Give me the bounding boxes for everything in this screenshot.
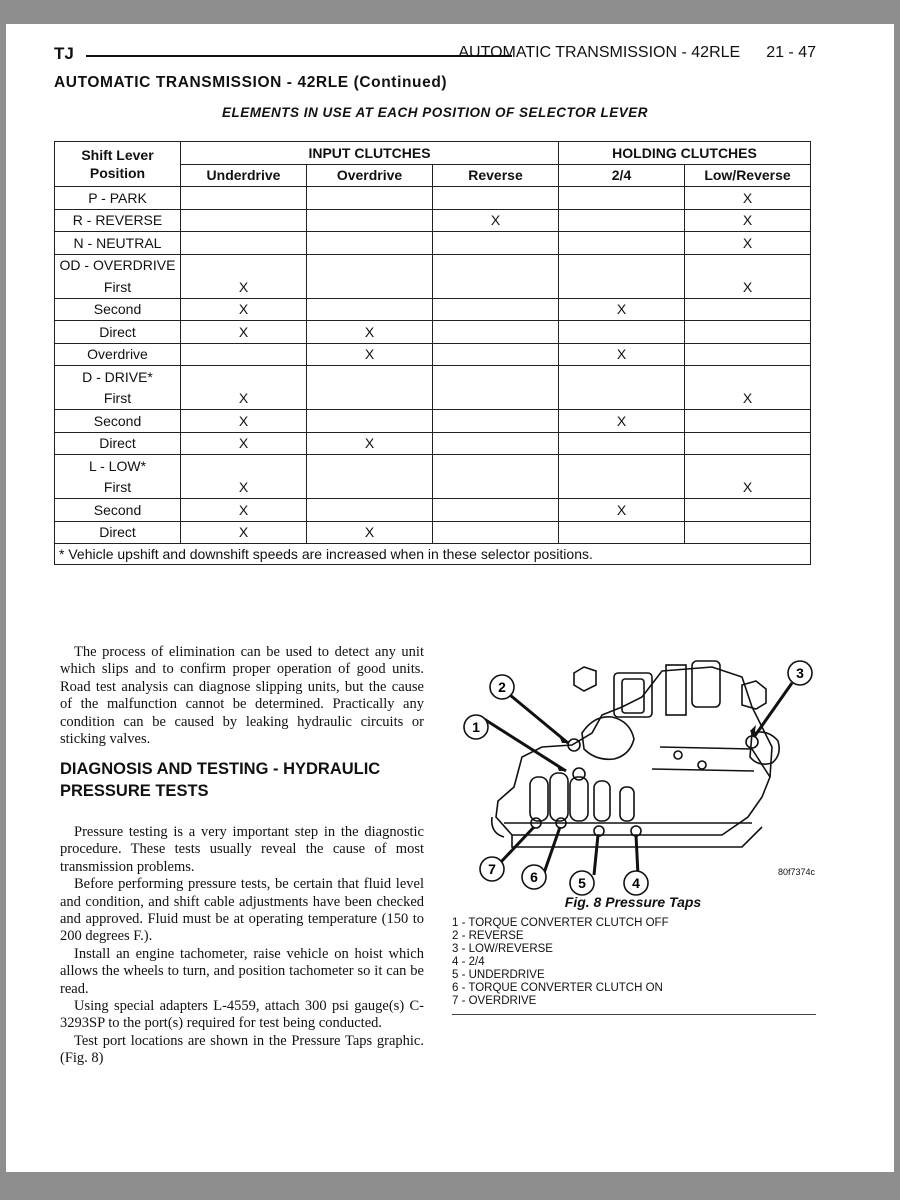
table-cell <box>181 455 307 477</box>
legend-item: 1 - TORQUE CONVERTER CLUTCH OFF <box>452 917 669 929</box>
table-row <box>55 187 811 210</box>
table-cell: X <box>685 209 811 232</box>
table-cell <box>181 366 307 388</box>
table-cell: X <box>307 321 433 344</box>
section-heading: DIAGNOSIS AND TESTING - HYDRAULIC PRESSURE TESTS <box>60 760 381 800</box>
table-row <box>55 232 811 255</box>
row-label: First <box>55 388 181 410</box>
table-row <box>55 209 811 232</box>
table-cell <box>433 432 559 455</box>
selector-lever-table <box>54 141 811 565</box>
table-cell <box>559 366 685 388</box>
col-header: Reverse <box>433 164 559 187</box>
table-cell <box>685 499 811 522</box>
table-cell <box>307 499 433 522</box>
svg-text:1: 1 <box>472 719 480 735</box>
row-label: OD - OVERDRIVE <box>55 254 181 276</box>
table-cell <box>433 343 559 366</box>
table-cell <box>559 254 685 276</box>
paragraph: Using special adapters L-4559, attach 300 psi gauge(s) C-3293SP to the port(s) required for test being conducted. <box>60 998 424 1032</box>
table-cell <box>685 254 811 276</box>
table-cell: X <box>181 276 307 298</box>
table-cell: X <box>307 343 433 366</box>
table-cell <box>433 321 559 344</box>
table-cell: X <box>685 276 811 298</box>
table-cell <box>685 366 811 388</box>
row-label: First <box>55 276 181 298</box>
legend-item: 5 - UNDERDRIVE <box>452 969 545 981</box>
row-label: N - NEUTRAL <box>55 232 181 255</box>
page-number: 21 - 47 <box>766 44 816 61</box>
table-cell <box>685 521 811 544</box>
legend-item: 2 - REVERSE <box>452 930 524 942</box>
table-cell <box>433 232 559 255</box>
table-cell <box>559 276 685 298</box>
table-footnote: * Vehicle upshift and downshift speeds are increased when in these selector positions. <box>55 544 811 565</box>
pressure-test-text <box>60 824 424 1068</box>
legend-item: 3 - LOW/REVERSE <box>452 943 553 955</box>
table-cell: X <box>181 432 307 455</box>
table-cell <box>433 298 559 321</box>
table-row <box>55 477 811 499</box>
table-cell <box>559 521 685 544</box>
svg-text:6: 6 <box>530 869 538 885</box>
table-cell <box>433 366 559 388</box>
table-cell <box>307 276 433 298</box>
figure-legend <box>452 917 816 1015</box>
table-cell <box>307 209 433 232</box>
table-cell: X <box>685 187 811 210</box>
callout-6 <box>522 865 546 889</box>
table-cell: X <box>685 232 811 255</box>
table-cell: X <box>181 321 307 344</box>
svg-text:7: 7 <box>488 861 496 877</box>
table-row <box>55 410 811 433</box>
svg-text:4: 4 <box>632 875 640 891</box>
table-row <box>55 499 811 522</box>
row-label: D - DRIVE* <box>55 366 181 388</box>
table-cell: X <box>181 410 307 433</box>
col-header: Low/Reverse <box>685 164 811 187</box>
header-left: TJ <box>54 44 74 63</box>
table-cell <box>433 276 559 298</box>
row-label: First <box>55 477 181 499</box>
row-label: L - LOW* <box>55 455 181 477</box>
table-cell <box>307 410 433 433</box>
col-header: Underdrive <box>181 164 307 187</box>
callout-3 <box>788 661 812 685</box>
table-cell <box>307 298 433 321</box>
callout-4 <box>624 871 648 895</box>
table-row <box>55 521 811 544</box>
table-row <box>55 432 811 455</box>
table-row <box>55 343 811 366</box>
col-header: Overdrive <box>307 164 433 187</box>
table-cell <box>685 343 811 366</box>
table-cell: X <box>181 298 307 321</box>
row-label: Direct <box>55 521 181 544</box>
table-cell <box>559 432 685 455</box>
row-label: Direct <box>55 321 181 344</box>
table-cell <box>433 254 559 276</box>
table-title: ELEMENTS IN USE AT EACH POSITION OF SELECTOR LEVER <box>221 105 649 120</box>
table-cell: X <box>559 343 685 366</box>
table-cell <box>307 366 433 388</box>
table-cell <box>559 187 685 210</box>
callout-5 <box>570 871 594 895</box>
table-cell: X <box>559 410 685 433</box>
table-cell <box>181 254 307 276</box>
svg-text:3: 3 <box>796 665 804 681</box>
row-label: P - PARK <box>55 187 181 210</box>
table-cell <box>307 477 433 499</box>
svg-text:2: 2 <box>498 679 506 695</box>
header-rule <box>86 55 512 57</box>
table-cell: X <box>433 209 559 232</box>
legend-item: 6 - TORQUE CONVERTER CLUTCH ON <box>452 982 663 994</box>
table-cell <box>307 254 433 276</box>
table-cell <box>559 321 685 344</box>
table-cell <box>559 388 685 410</box>
table-cell <box>433 455 559 477</box>
table-cell: X <box>559 499 685 522</box>
table-cell <box>181 343 307 366</box>
header-shift-lever: Shift Lever Position <box>55 142 181 187</box>
table-body <box>55 187 811 544</box>
table-cell <box>433 477 559 499</box>
table-cell: X <box>307 432 433 455</box>
table-cell <box>433 388 559 410</box>
table-row <box>55 276 811 298</box>
table-cell <box>685 455 811 477</box>
table-cell <box>559 477 685 499</box>
table-cell: X <box>685 388 811 410</box>
table-cell: X <box>181 388 307 410</box>
row-label: R - REVERSE <box>55 209 181 232</box>
paragraph: Test port locations are shown in the Pressure Taps graphic. (Fig. 8) <box>60 1032 424 1067</box>
paragraph: Install an engine tachometer, raise vehicle on hoist which allows the wheels to turn, and position tachometer so it can be read. <box>60 945 424 997</box>
table-cell: X <box>307 521 433 544</box>
table-row <box>55 388 811 410</box>
section-title: AUTOMATIC TRANSMISSION - 42RLE (Continued) <box>54 74 448 91</box>
paragraph: Before performing pressure tests, be certain that fluid level and condition, and shift cable adjustments have been checked and approved. Fluid must be at operating temperature (150 to 200 degrees F.). <box>60 876 424 945</box>
legend-item: 7 - OVERDRIVE <box>452 995 537 1007</box>
table-cell <box>559 232 685 255</box>
table-cell <box>181 187 307 210</box>
table-cell <box>559 455 685 477</box>
header-right <box>458 44 816 62</box>
intro-paragraph <box>60 644 424 748</box>
row-label: Second <box>55 410 181 433</box>
figure-id: 80f7374c <box>778 867 816 877</box>
table-cell <box>559 209 685 232</box>
callout-2 <box>490 675 514 699</box>
header-input-clutches: INPUT CLUTCHES <box>181 142 559 165</box>
table-row <box>55 298 811 321</box>
table-cell: X <box>559 298 685 321</box>
table-cell <box>307 187 433 210</box>
table-cell: X <box>181 477 307 499</box>
running-header <box>54 44 816 66</box>
table-cell <box>685 298 811 321</box>
header-title: AUTOMATIC TRANSMISSION - 42RLE <box>458 44 741 61</box>
table-row <box>55 321 811 344</box>
table-cell <box>181 209 307 232</box>
table-cell: X <box>181 521 307 544</box>
table-cell <box>685 410 811 433</box>
table-cell: X <box>685 477 811 499</box>
paragraph: The process of elimination can be used to detect any unit which slips and to confirm proper operation of good units. Road test analysis can diagnose slipping units, but the cause of the malfunction cannot be determined. Practically any condition can be caused by leaking hydraulic circuits or sticking valves. <box>60 644 424 748</box>
table-cell <box>433 187 559 210</box>
table-cell <box>685 432 811 455</box>
table-cell <box>433 499 559 522</box>
svg-text:5: 5 <box>578 875 586 891</box>
table-cell <box>307 455 433 477</box>
callout-1 <box>464 715 488 739</box>
table-cell: X <box>181 499 307 522</box>
row-label: Second <box>55 298 181 321</box>
figure-caption: Fig. 8 Pressure Taps <box>564 894 702 910</box>
table-cell <box>685 321 811 344</box>
paragraph: Pressure testing is a very important step in the diagnostic procedure. These tests usually reveal the cause of most transmission problems. <box>60 824 424 875</box>
pressure-taps-illustration <box>452 637 816 897</box>
callout-7 <box>480 857 504 881</box>
row-label: Direct <box>55 432 181 455</box>
table-cell <box>181 232 307 255</box>
row-label: Overdrive <box>55 343 181 366</box>
table-cell <box>307 388 433 410</box>
table-cell <box>307 232 433 255</box>
col-header: 2/4 <box>559 164 685 187</box>
header-holding-clutches: HOLDING CLUTCHES <box>559 142 811 165</box>
row-label: Second <box>55 499 181 522</box>
table-cell <box>433 521 559 544</box>
table-cell <box>433 410 559 433</box>
legend-item: 4 - 2/4 <box>452 956 485 968</box>
